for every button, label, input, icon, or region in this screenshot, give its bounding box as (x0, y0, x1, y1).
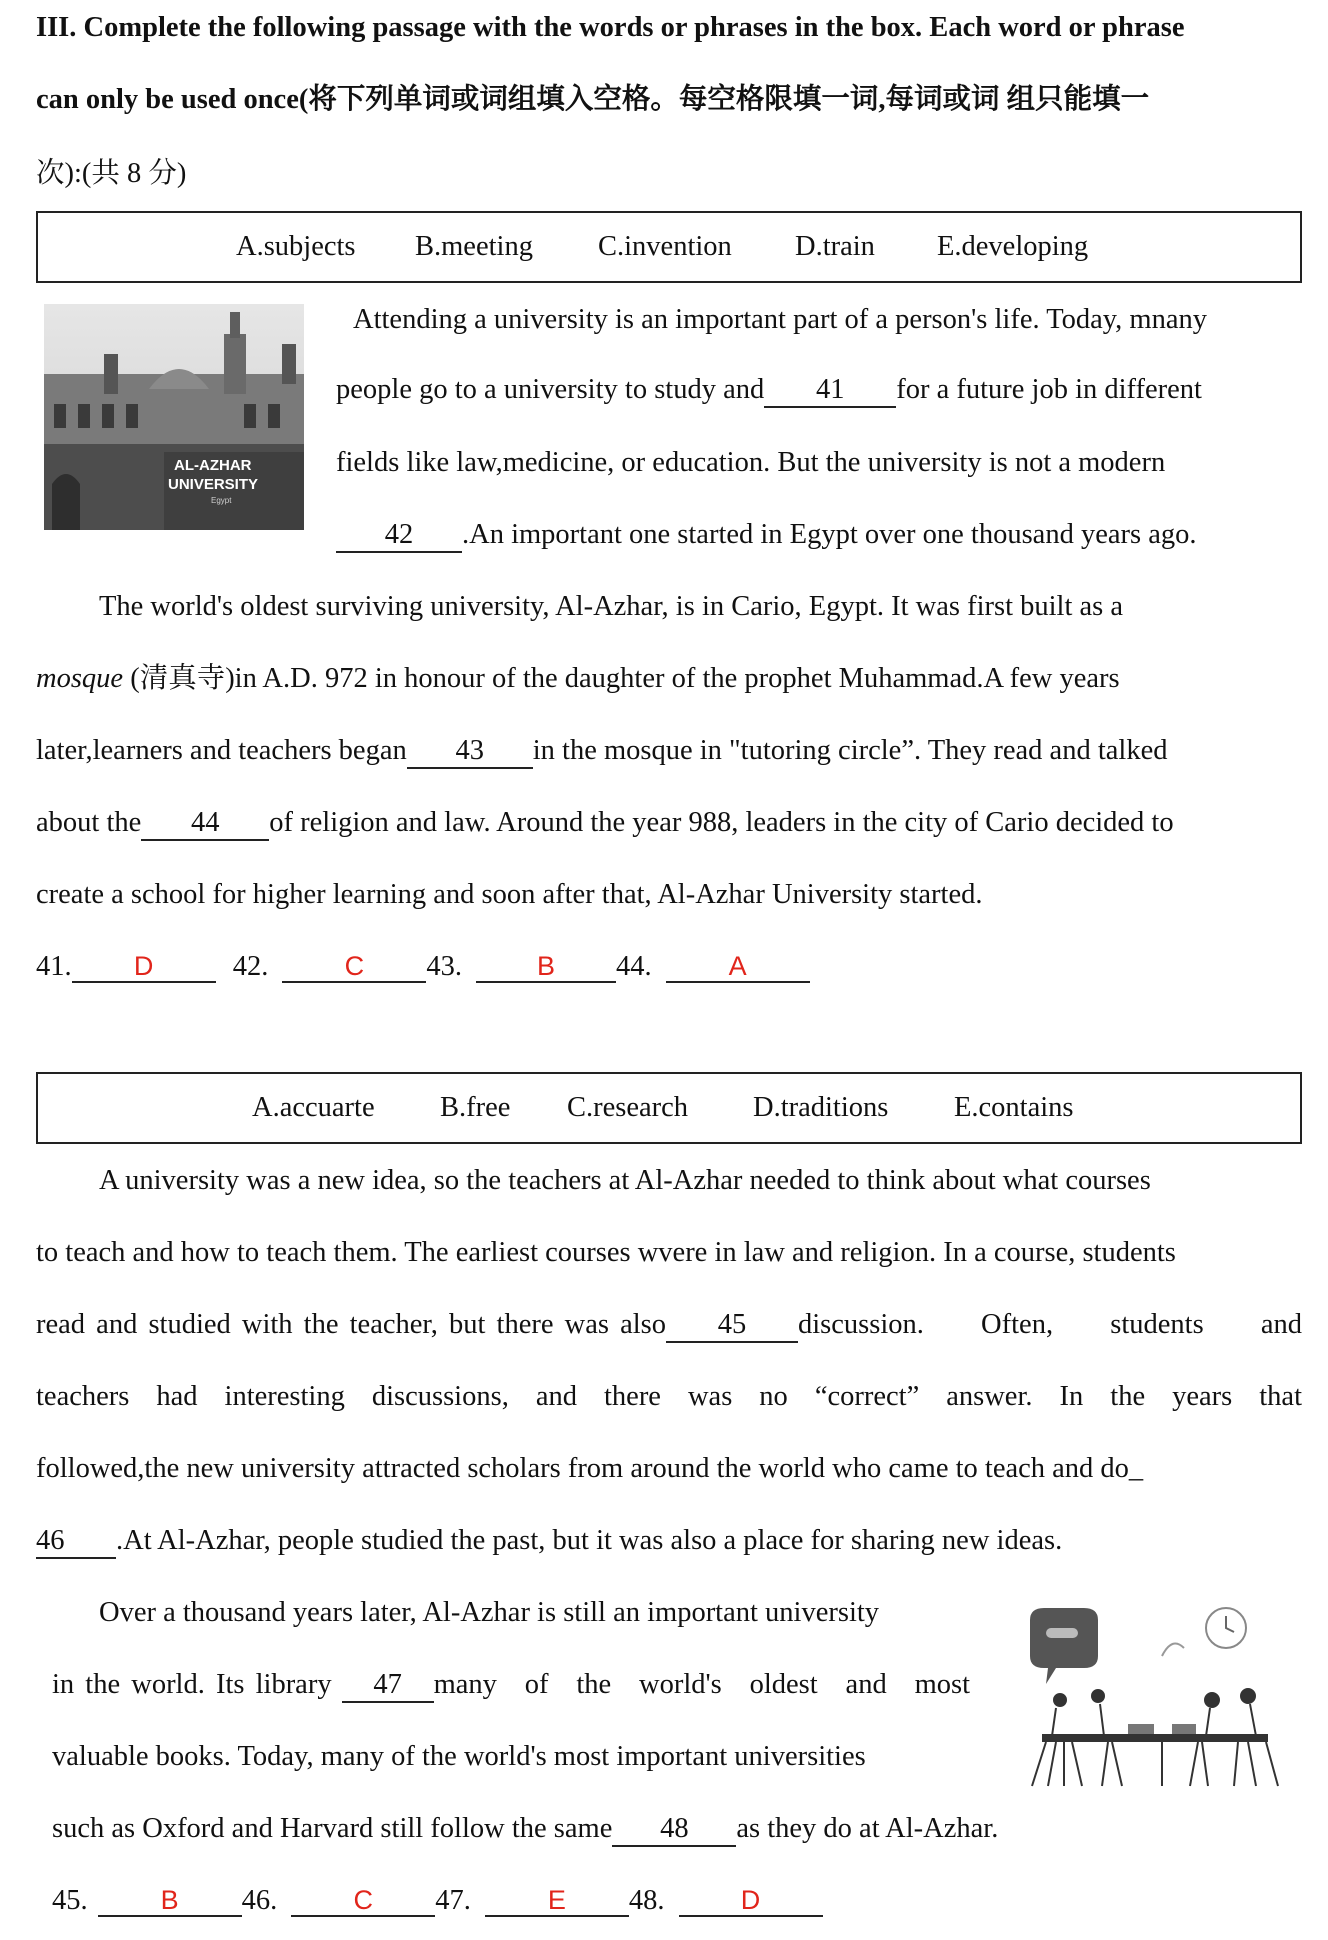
text-line: valuable books. Today, many of the world's most important universities (52, 1741, 866, 1772)
discussion-illustration (1012, 1596, 1294, 1792)
answer-48: D (679, 1887, 823, 1917)
blank-43: 43 (407, 737, 533, 769)
text-line: 42 .An important one started in Egypt over one thousand years ago. (336, 521, 1197, 553)
text-line: The world's oldest surviving university, Al-Azhar, is in Cario, Egypt. It was first built as a (99, 591, 1124, 622)
answer-row-1: 41. D 42. C 43. B 44. A (36, 953, 810, 983)
text-line: A university was a new idea, so the teachers at Al-Azhar needed to think about what courses (99, 1165, 1151, 1196)
word-option: E.contains (954, 1092, 1074, 1123)
word-option: D.traditions (753, 1092, 889, 1123)
word-option: A.accuarte (252, 1092, 375, 1123)
blank-47: 47 (342, 1671, 434, 1703)
text-line: such as Oxford and Harvard still follow the same 48 as they do at Al-Azhar. (52, 1815, 998, 1847)
answer-45: B (98, 1887, 242, 1917)
word-box-2 (36, 1072, 1302, 1144)
answer-42: C (282, 953, 426, 983)
sign-text-2: UNIVERSITY (168, 476, 259, 493)
blank-45: 45 (666, 1311, 798, 1343)
word-option: A.subjects (236, 231, 356, 262)
word-option: B.free (440, 1092, 511, 1123)
word-box-1 (36, 211, 1302, 283)
answer-row-2: 45. B 46. C 47. E 48. D (52, 1887, 823, 1917)
answer-41: D (72, 953, 216, 983)
answer-44: A (666, 953, 810, 983)
blank-42: 42 (336, 521, 462, 553)
word-option: B.meeting (415, 231, 533, 262)
text-line: later,learners and teachers began 43 in the mosque in "tutoring circle”. They read and talked (36, 737, 1167, 769)
text-line: 46 .At Al-Azhar, people studied the past, but it was also a place for sharing new ideas. (36, 1527, 1062, 1559)
word-option: C.research (567, 1092, 689, 1123)
text-line: teachers had interesting discussions, and there was no “correct” answer. In the years that (36, 1381, 1302, 1412)
instruction-line-3: 次):(共 8 分) (36, 158, 187, 189)
answer-46: C (291, 1887, 435, 1917)
text-line: Over a thousand years later, Al-Azhar is still an important university (99, 1597, 880, 1628)
text-line: in the world. Its library 47 many of the world's oldest and most (52, 1671, 970, 1703)
sign-text-3: Egypt (211, 496, 232, 505)
instruction-line-1: III. Complete the following passage with the words or phrases in the box. Each word or phrase (36, 12, 1185, 43)
sign-text-1: AL-AZHAR (174, 457, 252, 474)
blank-48: 48 (612, 1815, 736, 1847)
text-line: about the 44 of religion and law. Around the year 988, leaders in the city of Cario decided to (36, 809, 1174, 841)
text-line: people go to a university to study and 41 for a future job in different (336, 376, 1202, 408)
answer-43: B (476, 953, 616, 983)
text-line: mosque (清真寺)in A.D. 972 in honour of the daughter of the prophet Muhammad.A few years (36, 663, 1120, 694)
text-line: create a school for higher learning and soon after that, Al-Azhar University started. (36, 879, 983, 910)
text-line: fields like law,medicine, or education. But the university is not a modern (336, 447, 1166, 478)
text-line: Attending a university is an important part of a person's life. Today, mnany (353, 304, 1207, 335)
blank-46: 46 (36, 1527, 116, 1559)
text-line: to teach and how to teach them. The earliest courses wvere in law and religion. In a course, students (36, 1237, 1176, 1268)
word-option: D.train (795, 231, 875, 262)
text-line: followed,the new university attracted scholars from around the world who came to teach and do_ (36, 1453, 1144, 1484)
text-line: read and studied with the teacher, but there was also 45 discussion. Often, students and (36, 1311, 1302, 1343)
blank-41: 41 (764, 376, 896, 408)
answer-47: E (485, 1887, 629, 1917)
word-option: C.invention (598, 231, 732, 262)
instruction-line-2: can only be used once(将下列单词或词组填入空格。每空格限填一词,每词或词 组只能填一 (36, 84, 1150, 115)
al-azhar-photo (44, 304, 304, 530)
word-option: E.developing (937, 231, 1089, 262)
blank-44: 44 (141, 809, 269, 841)
